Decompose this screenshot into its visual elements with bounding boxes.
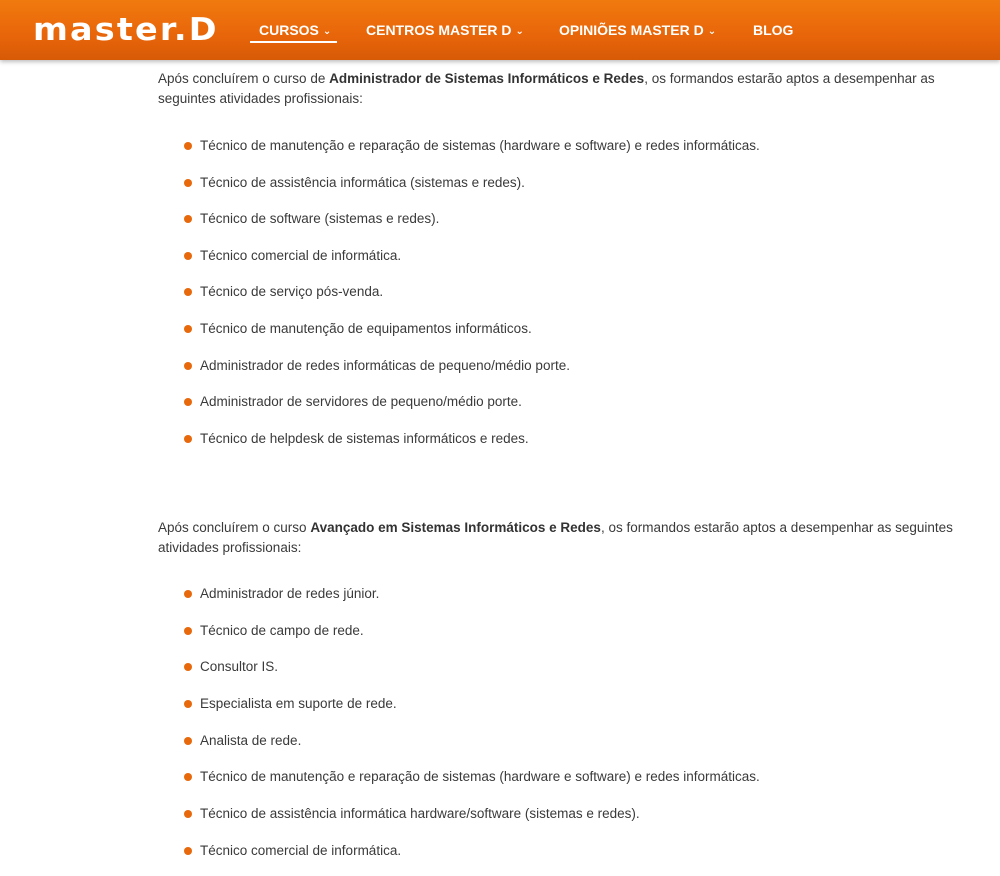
- chevron-down-icon: ⌄: [707, 26, 717, 37]
- bullet-icon: [184, 179, 192, 187]
- bullet-icon: [184, 663, 192, 671]
- chevron-down-icon: ⌄: [515, 26, 524, 37]
- nav-item-label: CENTROS MASTER D: [366, 22, 512, 38]
- master-d-logo[interactable]: master.D: [33, 12, 219, 48]
- active-nav-underline: [250, 41, 337, 43]
- bullet-icon: [184, 847, 192, 855]
- nav-item-label: CURSOS: [259, 22, 319, 38]
- nav-item-opinioes-master-d[interactable]: [559, 19, 716, 41]
- bullet-icon: [184, 700, 192, 708]
- nav-item-centros-master-d[interactable]: [366, 19, 524, 41]
- bullet-icon: [184, 590, 192, 598]
- nav-item-label: BLOG: [753, 22, 794, 38]
- nav-item-blog[interactable]: [753, 19, 793, 41]
- section2-intro: Após concluírem o curso Avançado em Sistemas Informáticos e Redes, os formandos estarão aptos a desempenhar as seguintes atividades profissionais:: [158, 520, 953, 555]
- section1-intro: Após concluírem o curso de Administrador de Sistemas Informáticos e Redes, os formandos estarão aptos a desempenhar as seguintes atividades profissionais:: [158, 71, 935, 106]
- top-navigation-bar: [0, 0, 1000, 60]
- bullet-icon: [184, 810, 192, 818]
- bullet-icon: [184, 737, 192, 745]
- bullet-icon: [184, 362, 192, 370]
- bullet-icon: [184, 435, 192, 443]
- bullet-icon: [184, 325, 192, 333]
- bullet-icon: [184, 288, 192, 296]
- nav-item-label: OPINIÕES MASTER D: [559, 22, 704, 38]
- course-name: Avançado em Sistemas Informáticos e Redes: [310, 520, 601, 535]
- bullet-icon: [184, 627, 192, 635]
- bullet-icon: [184, 773, 192, 781]
- bullet-icon: [184, 252, 192, 260]
- bullet-icon: [184, 215, 192, 223]
- nav-item-cursos[interactable]: [259, 19, 331, 41]
- chevron-down-icon: ⌄: [322, 26, 332, 37]
- course-name: Administrador de Sistemas Informáticos e Redes: [329, 71, 645, 86]
- bullet-icon: [184, 142, 192, 150]
- bullet-icon: [184, 398, 192, 406]
